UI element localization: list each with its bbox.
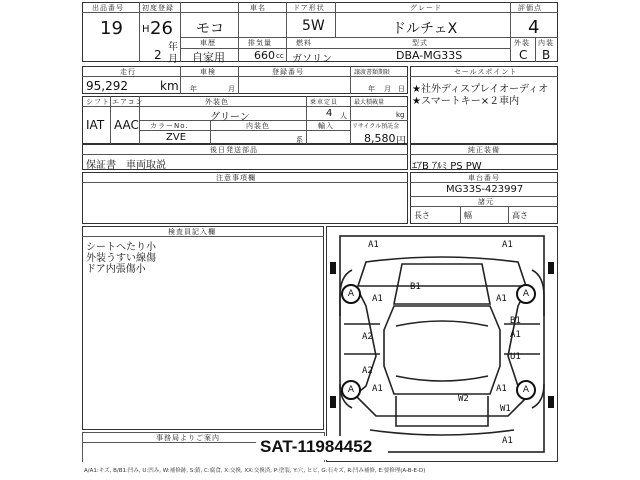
front-right-wheel-icon: A [516, 284, 536, 304]
recycle-fee-label: リサイクル預託金 [352, 123, 400, 130]
damage-a1-top-left: A1 [368, 240, 379, 250]
car-check: 自家用 [192, 51, 225, 64]
transfer-label: 譲渡書類期限 [354, 69, 391, 76]
grade: ドルチェX [392, 21, 458, 37]
divider [460, 206, 461, 224]
ext-grade: C [519, 48, 528, 62]
office-label: 事務局よりご案内 [156, 434, 220, 442]
damage-a1-top-right: A1 [502, 240, 513, 250]
model: DBA-MG33S [396, 49, 463, 62]
fuel: ガソリン [292, 54, 332, 65]
width-label: 幅 [464, 211, 472, 220]
sales-point-1: ★社外ディスプレイオーディオ [412, 84, 549, 95]
car-name-label: 車名 [250, 4, 266, 12]
color: グリーン [210, 112, 250, 123]
frame-no-label: 車台番号 [468, 174, 500, 182]
int-color-label: 内装色 [246, 122, 270, 130]
damage-b1-hood: B1 [410, 282, 421, 292]
divider [335, 2, 336, 37]
divider [110, 96, 111, 144]
color-no: ZVE [166, 132, 187, 143]
damage-a1-fr-fender: A1 [496, 294, 507, 304]
doors-label: ドア形状 [293, 4, 325, 12]
legend-text: A/A1:キズ, B/B1:凹み, U:凹み, W:補修跡, S:錆, C:腐食, X:交換, XX:交換済, P:塗装, Y:穴, ヒビ, G:石キズ, R:凹み補修, E:要修理(A-B-E-D) [84, 468, 426, 474]
load-label: 最大積載量 [354, 99, 385, 106]
inspector-line-2: 外装うすい線傷 [86, 253, 156, 264]
car-name: モコ [196, 21, 224, 37]
sales-point-2: ★スマートキー×２車内 [412, 96, 520, 107]
divider [238, 2, 239, 62]
divider [238, 66, 239, 94]
yen-unit: 円 [396, 136, 406, 147]
int-label: 内装 [538, 39, 554, 47]
divider [286, 2, 287, 62]
divider [82, 432, 83, 462]
load-unit: kg [396, 111, 405, 119]
mileage-unit: km [160, 79, 179, 93]
score: 4 [528, 17, 540, 38]
rear-left-wheel-icon: A [341, 380, 361, 400]
damage-w2-rear: W2 [458, 394, 469, 404]
capacity-unit: 人 [340, 112, 347, 120]
later-parts-label: 後日発送部品 [210, 146, 258, 154]
shift: IAT [86, 118, 105, 132]
import-label: 輸入 [318, 122, 334, 130]
damage-u1-right-rear-door: U1 [510, 352, 521, 362]
inspector-line-3: ドア内張傷小 [86, 264, 146, 275]
int-grade: B [542, 48, 551, 62]
divider [350, 66, 351, 94]
divider [180, 66, 181, 94]
damage-a1-fl-fender: A1 [372, 294, 383, 304]
car-check-label: 車歴 [200, 39, 216, 47]
divider [508, 206, 509, 224]
divider [180, 37, 558, 38]
divider [350, 96, 351, 144]
insp-month-unit: 月 [228, 85, 235, 93]
import-unit: 系 [296, 136, 303, 144]
damage-b1-right-front-door: B1 [510, 316, 521, 326]
cc-unit: cc [276, 52, 284, 60]
equipment: ｴｱB ｱﾙﾐ PS PW [412, 161, 482, 172]
divider [210, 120, 211, 144]
shift-label: シフト [86, 98, 110, 106]
divider [180, 2, 181, 62]
divider [306, 96, 307, 144]
damage-w1-rear-right: W1 [500, 404, 511, 414]
mileage: 95,292 [86, 79, 128, 93]
transfer-month: 月 [384, 85, 391, 93]
displacement-label: 排気量 [248, 39, 272, 47]
sales-points-label: セールスポイント [454, 68, 518, 76]
displacement: 660 [254, 49, 275, 62]
dimensions-label: 諸元 [478, 198, 494, 206]
notes-label: 注意事項欄 [216, 174, 256, 182]
mileage-label: 走行 [120, 68, 136, 76]
fuel-label: 燃料 [296, 39, 312, 47]
recycle-fee: 8,580 [364, 132, 396, 145]
insp-year-unit: 年 [190, 85, 197, 93]
ac: AAC [114, 118, 139, 132]
lot-no-label: 出品番号 [92, 4, 124, 12]
front-left-wheel-icon: A [341, 284, 361, 304]
reg-no-label: 登録番号 [272, 68, 304, 76]
era: H [142, 24, 150, 35]
divider [510, 2, 511, 62]
color-label: 外装色 [205, 98, 229, 106]
transfer-year: 年 [368, 85, 375, 93]
later-parts: 保証書 車両取説 [86, 160, 166, 171]
height-label: 高さ [512, 211, 528, 220]
doors: 5W [302, 18, 325, 34]
model-label: 型式 [412, 39, 428, 47]
inspection-label: 車検 [200, 68, 216, 76]
capacity: 4 [326, 108, 333, 119]
damage-a1-rr-quarter: A1 [496, 384, 507, 394]
damage-a1-bottom: A1 [502, 436, 513, 446]
stock-number: SAT-11984452 [260, 437, 373, 456]
car-diagram [326, 226, 558, 462]
damage-a1-right-front-door: A1 [510, 330, 521, 340]
equipment-label: 純正装備 [468, 146, 500, 154]
frame-no: MG33S-423997 [446, 184, 524, 195]
inspector-label: 検査員記入欄 [168, 228, 216, 236]
lot-no: 19 [100, 18, 123, 39]
inspector-line-1: シートへたり小 [86, 242, 156, 253]
grade-label: グレード [410, 4, 442, 12]
length-label: 長さ [414, 211, 430, 220]
year-unit: 年 [168, 42, 178, 53]
capacity-label: 乗車定員 [310, 99, 339, 106]
reg-month: 2 [154, 48, 162, 62]
first-reg-label: 初度登録 [142, 4, 174, 12]
divider [139, 2, 140, 62]
color-no-label: カラーNo. [150, 122, 189, 130]
ext-label: 外装 [514, 39, 530, 47]
reg-year: 26 [150, 18, 173, 39]
month-unit: 月 [168, 54, 178, 65]
score-label: 評価点 [518, 4, 542, 12]
transfer-day: 日 [398, 85, 405, 93]
rear-right-wheel-icon: A [516, 380, 536, 400]
damage-a2-left-rear-door: A2 [362, 366, 373, 376]
divider [535, 37, 536, 62]
damage-a2-left-front-door: A2 [362, 332, 373, 342]
ac-label: エアコン [112, 98, 144, 106]
damage-a1-rl-quarter: A1 [372, 384, 383, 394]
